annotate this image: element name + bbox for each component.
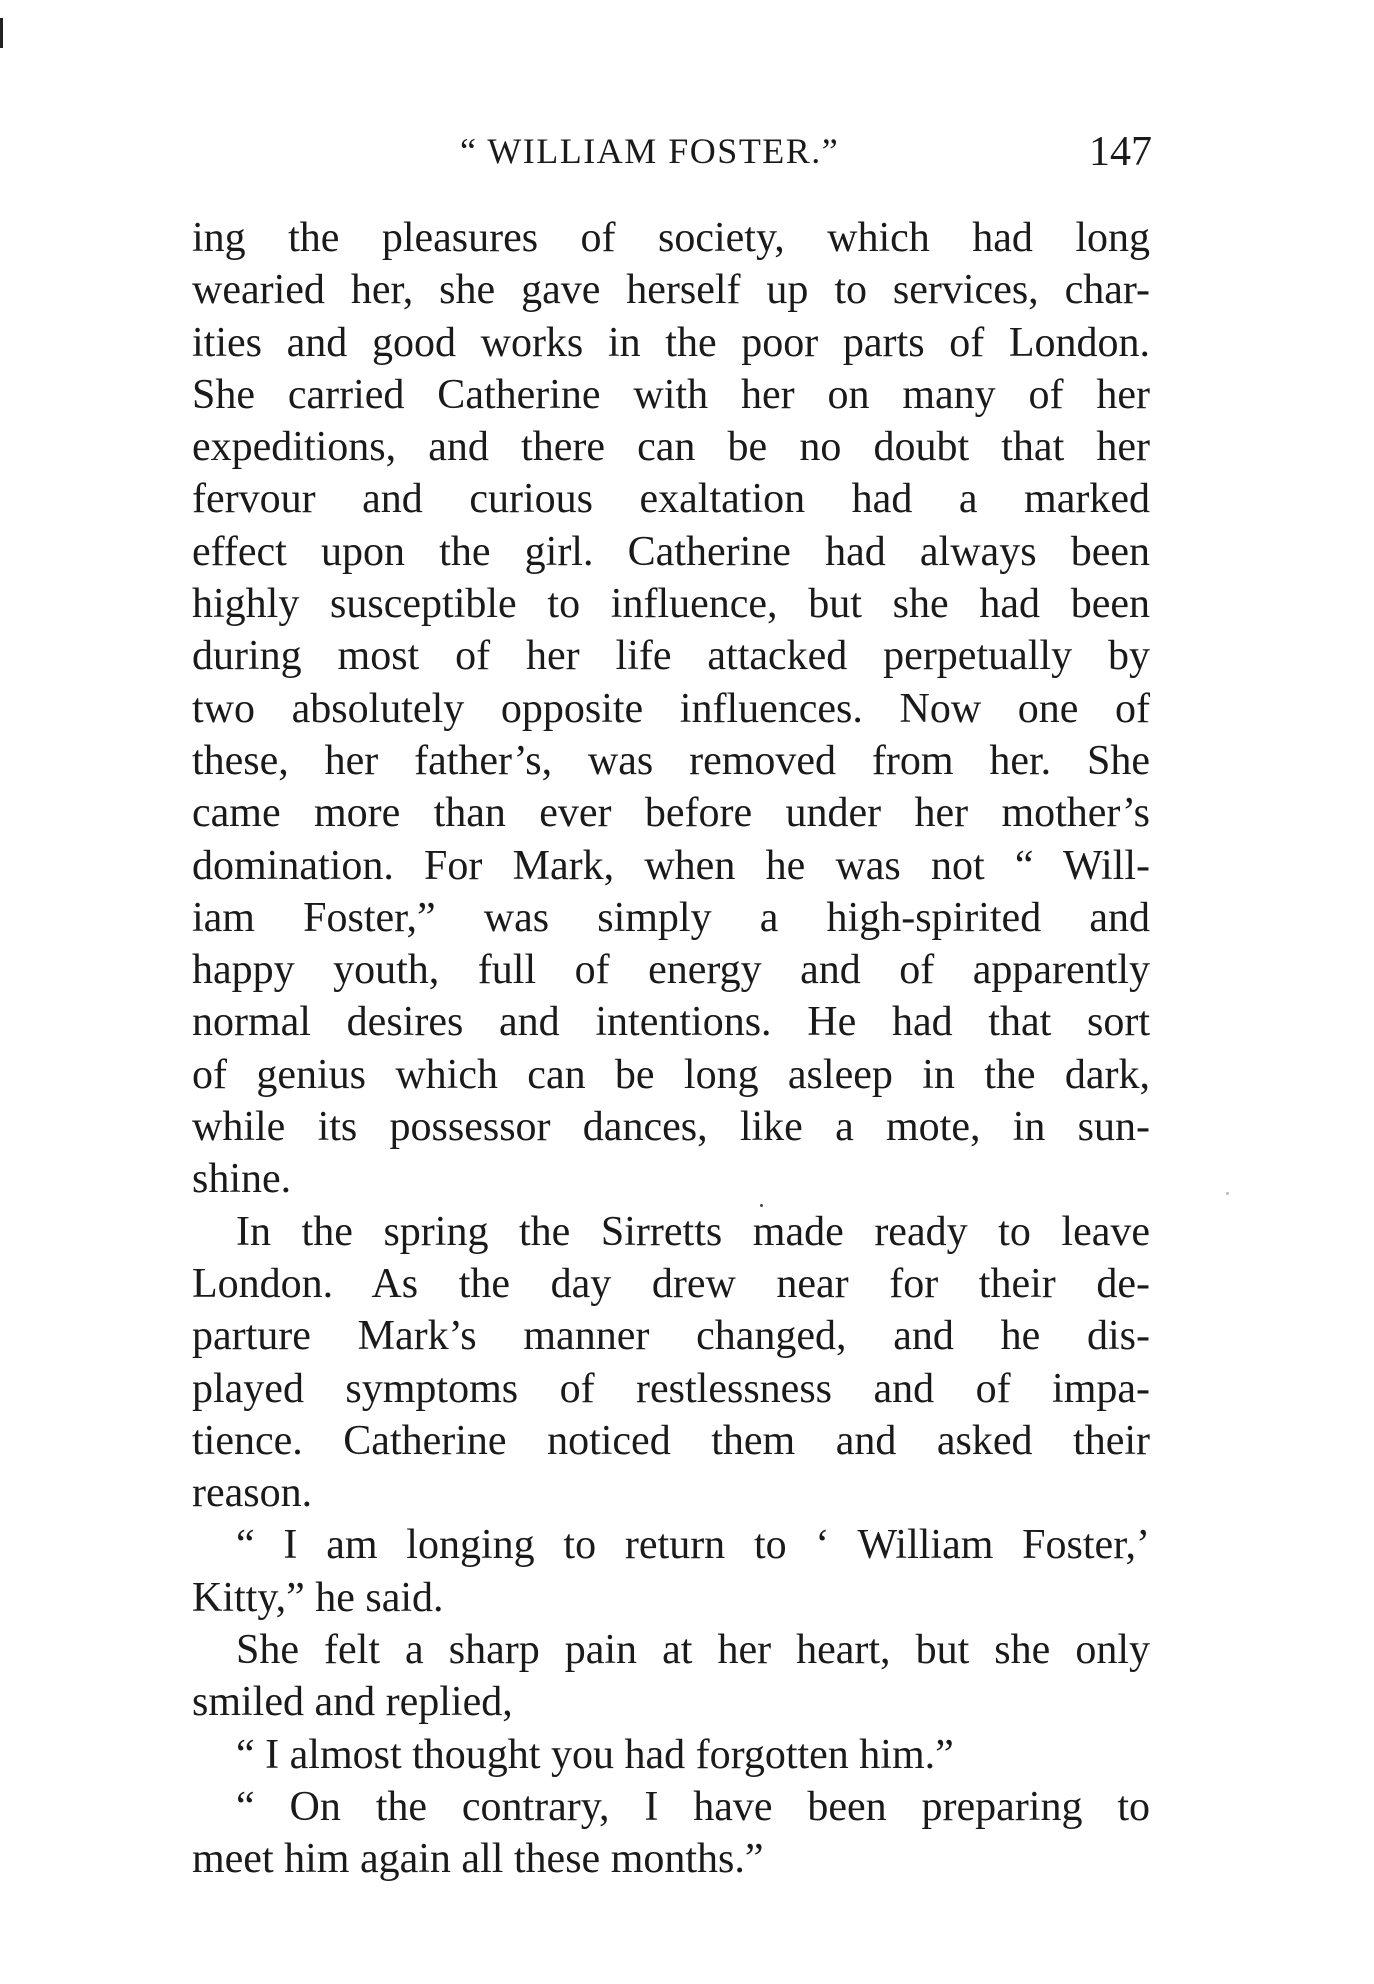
- text-line: She carried Catherine with her on many of her: [192, 371, 1150, 418]
- text-line: smiled and replied,: [192, 1679, 513, 1726]
- text-line: effect upon the girl. Catherine had always been: [192, 528, 1150, 575]
- text-line: shine.: [192, 1156, 292, 1203]
- text-line: two absolutely opposite influences. Now one of: [192, 685, 1150, 732]
- text-line: happy youth, full of energy and of apparently: [192, 947, 1150, 994]
- text-line: during most of her life attacked perpetually by: [192, 633, 1150, 680]
- text-line: ities and good works in the poor parts of London.: [192, 319, 1150, 366]
- scan-speck: [760, 1204, 763, 1207]
- text-line: In the spring the Sirretts made ready to leave: [236, 1208, 1150, 1255]
- text-line: tience. Catherine noticed them and asked their: [192, 1417, 1150, 1464]
- text-line: iam Foster,” was simply a high-spirited and: [192, 894, 1150, 941]
- text-line: wearied her, she gave herself up to services, char-: [192, 267, 1150, 314]
- text-line: “ I am longing to return to ‘ William Foster,’: [236, 1522, 1150, 1569]
- scan-speck: [1226, 1192, 1229, 1195]
- text-line: highly susceptible to influence, but she had been: [192, 581, 1150, 628]
- text-line: these, her father’s, was removed from her. She: [192, 737, 1150, 784]
- text-line: reason.: [192, 1470, 313, 1517]
- text-line: while its possessor dances, like a mote, in sun-: [192, 1104, 1150, 1151]
- text-line: fervour and curious exaltation had a marked: [192, 476, 1150, 523]
- text-line: expeditions, and there can be no doubt that her: [192, 424, 1150, 471]
- text-line: meet him again all these months.”: [192, 1836, 764, 1883]
- text-line: played symptoms of restlessness and of impa-: [192, 1365, 1150, 1412]
- page-header: [190, 128, 1152, 188]
- body-text: [192, 212, 1150, 1886]
- running-title: “ WILLIAM FOSTER.”: [460, 131, 840, 171]
- text-line: domination. For Mark, when he was not “ Will-: [192, 842, 1150, 889]
- text-line: came more than ever before under her mother’s: [192, 790, 1150, 837]
- scan-edge-mark: [0, 18, 3, 48]
- text-line: London. As the day drew near for their de-: [192, 1260, 1150, 1307]
- text-line: parture Mark’s manner changed, and he dis-: [192, 1313, 1150, 1360]
- text-line: Kitty,” he said.: [192, 1574, 444, 1621]
- text-line: She felt a sharp pain at her heart, but she only: [236, 1627, 1150, 1674]
- page-number: 147: [1089, 129, 1152, 175]
- text-line: “ I almost thought you had forgotten him.”: [236, 1731, 954, 1778]
- text-line: normal desires and intentions. He had that sort: [192, 999, 1150, 1046]
- text-line: of genius which can be long asleep in the dark,: [192, 1051, 1150, 1098]
- text-line: “ On the contrary, I have been preparing to: [236, 1783, 1150, 1830]
- text-line: ing the pleasures of society, which had long: [192, 215, 1150, 261]
